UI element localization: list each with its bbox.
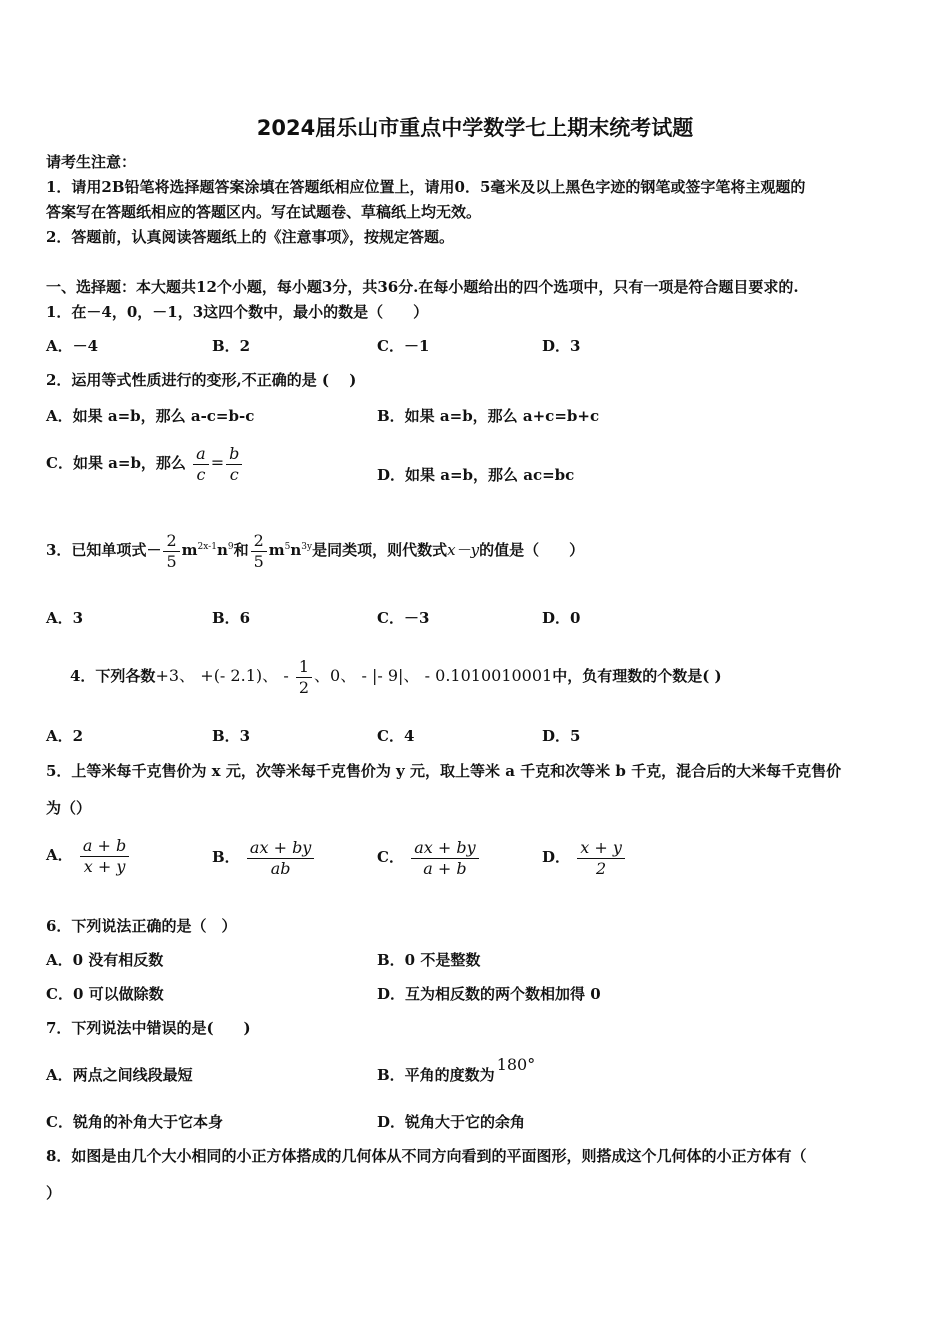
q3-option-a: A．3 xyxy=(46,609,84,627)
q6-option-b: B．0 不是整数 xyxy=(377,951,481,969)
page-title: 2024届乐山市重点中学数学七上期末统考试题 xyxy=(256,116,694,140)
q4-term-4: - |- 9|、 xyxy=(361,666,420,685)
q6-option-c: C．0 可以做除数 xyxy=(46,985,164,1003)
q3-option-c: C．－3 xyxy=(377,609,430,627)
q4-term-5: - 0.1010010001 xyxy=(424,666,553,685)
q1-option-d: D．3 xyxy=(542,337,581,355)
q6-option-a: A．0 没有相反数 xyxy=(46,951,164,969)
q5-b-label: B． xyxy=(212,848,240,866)
q3-pre: 3．已知单项式－ xyxy=(46,541,162,559)
q4-option-a: A．2 xyxy=(46,727,84,745)
q3-option-d: D．0 xyxy=(542,609,581,627)
q2-stem-dot: , xyxy=(236,371,242,389)
q4-fraction-half xyxy=(296,657,312,698)
q3-f2-num: 2 xyxy=(251,531,267,552)
q3-expression: x－y xyxy=(447,541,480,559)
section-1-heading: 一、选择题：本大题共12个小题，每小题3分，共36分.在每小题给出的四个选项中，只有一项是符合题目要求的. xyxy=(46,278,799,296)
q3-mid: 和 xyxy=(233,541,249,559)
notice-heading: 请考生注意： xyxy=(46,153,137,171)
q1-option-c: C．－1 xyxy=(377,337,430,355)
q2-stem-pre: 2．运用等式性质进行的变形 xyxy=(46,371,237,389)
q5-d-den: 2 xyxy=(595,858,607,878)
q4-option-b: B．3 xyxy=(212,727,251,745)
q4-pre: 4．下列各数 xyxy=(70,667,156,685)
q3-exp4: 3y xyxy=(301,542,313,552)
q7-option-b xyxy=(377,1055,536,1085)
q1-option-b: B．2 xyxy=(212,337,251,355)
q3-n2: n xyxy=(290,541,302,559)
q2-option-d: D．如果 a=b，那么 ac=bc xyxy=(377,466,575,484)
q4-frac-num: 1 xyxy=(296,657,312,678)
q2-frac2-num: b xyxy=(226,444,242,465)
question-3-stem xyxy=(46,524,584,573)
question-5-line-2: 为（） xyxy=(46,799,92,817)
q5-option-d xyxy=(542,834,627,880)
q4-term-2: +(- 2.1)、 xyxy=(200,666,279,685)
q5-d-label: D． xyxy=(542,848,571,866)
q2-option-a: A．如果 a=b，那么 a-c=b-c xyxy=(46,407,255,425)
q5-option-b xyxy=(212,834,316,880)
q3-m1: m xyxy=(181,541,198,559)
question-5-line-1: 5．上等米每千克售价为 x 元，次等米每千克售价为 y 元，取上等米 a 千克和次等米 b 千克，混合后的大米每千克售价 xyxy=(46,762,842,780)
q7-b-value: 180° xyxy=(496,1055,536,1074)
q6-option-d: D．互为相反数的两个数相加得 0 xyxy=(377,985,601,1003)
q3-f1-den: 5 xyxy=(166,551,177,571)
q2-option-b: B．如果 a=b，那么 a+c=b+c xyxy=(377,407,600,425)
q4-post: 中，负有理数的个数是( ) xyxy=(552,667,722,685)
q4-option-c: C．4 xyxy=(377,727,415,745)
q3-fraction-1 xyxy=(163,531,179,572)
q7-option-d: D．锐角大于它的余角 xyxy=(377,1113,526,1131)
q4-term-3-sign: - xyxy=(283,666,294,685)
q5-d-num: x + y xyxy=(577,838,625,859)
q2-option-c xyxy=(46,440,244,486)
q2-frac1-num: a xyxy=(193,444,209,465)
q2-frac1-den: c xyxy=(196,464,206,484)
question-8-line-1: 8．如图是由几个大小相同的小正方体搭成的几何体从不同方向看到的平面图形，则搭成这个几何体的小正方体有（ xyxy=(46,1147,807,1165)
q4-term-3b: 、0、 xyxy=(314,666,357,685)
q5-a-label: A． xyxy=(46,846,73,864)
q5-a-num: a + b xyxy=(80,836,129,857)
q5-a-den: x + y xyxy=(83,856,126,876)
q2-frac2-den: c xyxy=(229,464,239,484)
q2-equals: = xyxy=(210,453,225,472)
q5-b-den: ab xyxy=(270,858,291,878)
q5-option-a xyxy=(46,832,131,878)
question-1-stem: 1．在－4，0，－1，3这四个数中，最小的数是（ ） xyxy=(46,303,429,321)
q4-option-d: D．5 xyxy=(542,727,581,745)
q5-c-num: ax + by xyxy=(411,838,478,859)
q3-exp3: 5 xyxy=(284,542,291,552)
q5-b-num: ax + by xyxy=(247,838,314,859)
q3-fraction-2 xyxy=(251,531,267,572)
q3-f1-num: 2 xyxy=(163,531,179,552)
notice-line-2: 2．答题前，认真阅读答题纸上的《注意事项》，按规定答题。 xyxy=(46,228,454,246)
q5-option-c xyxy=(377,834,481,880)
q5-c-fraction xyxy=(411,838,478,879)
q5-c-label: C． xyxy=(377,848,404,866)
q3-n1: n xyxy=(216,541,228,559)
notice-line-1b: 答案写在答题纸相应的答题区内。写在试题卷、草稿纸上均无效。 xyxy=(46,203,482,221)
q3-post2: 的值是（ ） xyxy=(479,541,585,559)
question-7-stem: 7．下列说法中错误的是( ) xyxy=(46,1019,251,1037)
q3-f2-den: 5 xyxy=(253,551,264,571)
q7-option-a: A．两点之间线段最短 xyxy=(46,1066,193,1084)
q5-b-fraction xyxy=(247,838,314,879)
q2-fraction-b-over-c xyxy=(226,444,242,485)
q3-m2: m xyxy=(268,541,285,559)
question-8-line-2: ） xyxy=(46,1184,62,1202)
q7-b-text: B．平角的度数为 xyxy=(377,1066,495,1084)
q5-c-den: a + b xyxy=(423,858,467,878)
q2-stem-post: 不正确的是 ( ) xyxy=(241,371,357,389)
q2-option-c-text: C．如果 a=b，那么 xyxy=(46,454,186,472)
q1-option-a: A．－4 xyxy=(46,337,99,355)
q3-exp2: 9 xyxy=(227,542,234,552)
q3-option-b: B．6 xyxy=(212,609,251,627)
q7-option-c: C．锐角的补角大于它本身 xyxy=(46,1113,223,1131)
q2-fraction-a-over-c xyxy=(193,444,209,485)
question-2-stem xyxy=(46,370,356,390)
q5-d-fraction xyxy=(577,838,625,879)
question-6-stem: 6．下列说法正确的是（ ） xyxy=(46,917,237,935)
question-4-stem xyxy=(70,645,722,707)
q4-term-1: +3、 xyxy=(155,666,196,685)
q3-post1: 是同类项，则代数式 xyxy=(312,541,448,559)
notice-line-1: 1．请用2B铅笔将选择题答案涂填在答题纸相应位置上，请用0．5毫米及以上黑色字迹的钢笔或签字笔将主观题的 xyxy=(46,178,806,196)
q3-exp1: 2x-1 xyxy=(197,542,217,552)
q4-frac-den: 2 xyxy=(298,677,310,697)
q5-a-fraction xyxy=(80,836,129,877)
